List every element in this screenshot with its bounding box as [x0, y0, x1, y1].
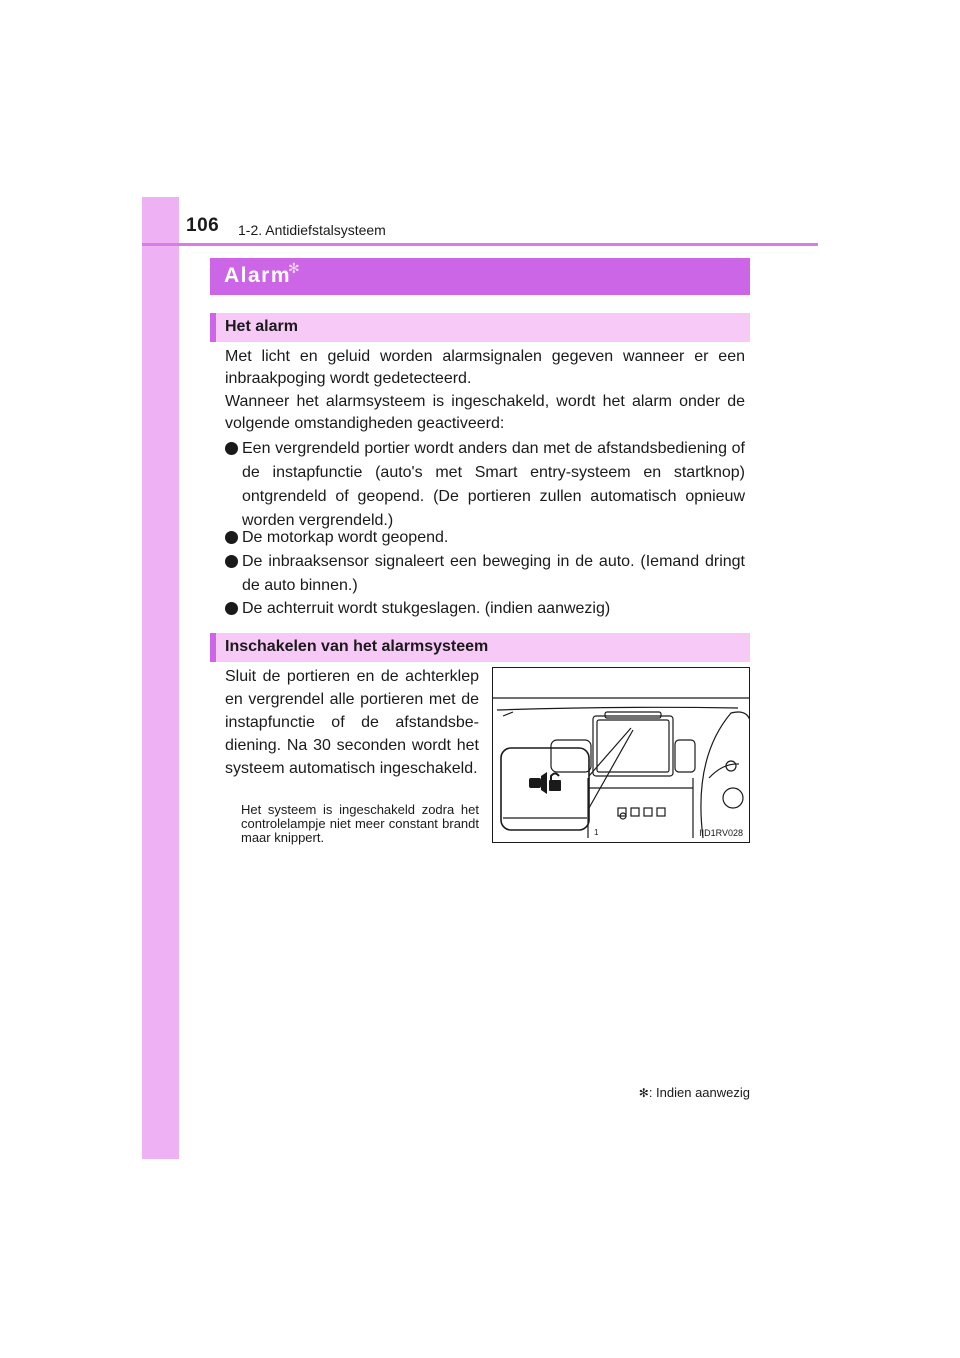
section-heading-bar-activation [210, 633, 750, 662]
section-heading-activation: Inschakelen van het alarmsysteem [225, 638, 489, 655]
asterisk-icon: ✻ [288, 260, 300, 276]
list-item-text: De achterruit wordt stukgeslagen. (indien aanwezig) [242, 600, 611, 617]
bullet-icon [225, 602, 238, 615]
side-tab-band [142, 197, 179, 1159]
asterisk-icon: ✻ [638, 1086, 649, 1100]
list-item-text: De inbraaksensor signaleert een beweging in de auto. (Iemand dringt de auto binnen.) [242, 553, 745, 594]
list-item-text: De motorkap wordt geopend. [242, 529, 449, 546]
intro-paragraph-1: Met licht en geluid worden alarmsignalen gegeven wanneer er een inbraakpoging wordt gedetecteerd. [225, 348, 745, 387]
footnote-text: : Indien aanwezig [648, 1085, 750, 1100]
bullet-icon [225, 555, 238, 568]
activation-note: Het systeem is ingeschakeld zodra het controlelampje niet meer constant brandt maar knippert. [241, 802, 479, 845]
activation-paragraph: Sluit de portieren en de achterklep en vergrendel alle portieren met de instapfunctie of de afstandsbediening. Na 30 seconden wordt het systeem automatisch ingeschakeld. [225, 668, 479, 777]
figure-code: IID1RV028 [699, 828, 743, 838]
footnote [639, 1085, 750, 1100]
page-number: 106 [186, 215, 220, 236]
intro-paragraph-2: Wanneer het alarmsysteem is ingeschakeld, wordt het alarm onder de volgende omstandigheden geactiveerd: [225, 393, 745, 432]
section-breadcrumb: 1-2. Antidiefstalsysteem [238, 222, 386, 238]
list-item [225, 526, 745, 550]
list-item-text: Een vergrendeld portier wordt anders dan met de afstandsbediening of de instapfunctie (auto's met Smart entry-systeem en startknop) ontgrendeld of geopend. (De portieren zullen automatisch opnieuw worden vergrendeld.) [242, 440, 745, 529]
header-rule [142, 243, 818, 246]
page-title-bar [210, 258, 750, 295]
list-item [225, 437, 745, 533]
list-item [225, 597, 745, 621]
dashboard-drawing [493, 668, 750, 843]
svg-text:1: 1 [594, 828, 599, 837]
bullet-icon [225, 442, 238, 455]
dashboard-illustration [492, 667, 750, 843]
bullet-icon [225, 531, 238, 544]
list-item [225, 550, 745, 598]
page-title: Alarm [224, 264, 292, 287]
section-heading-bar-alarm [210, 313, 750, 342]
section-heading-alarm: Het alarm [225, 318, 298, 335]
